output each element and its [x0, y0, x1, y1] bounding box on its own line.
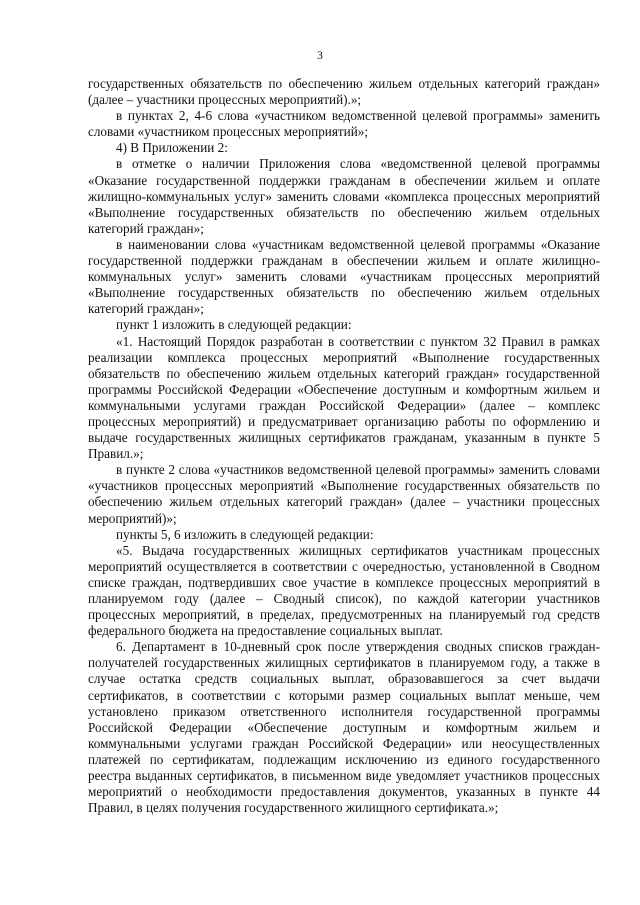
paragraph-appendix-mark: в отметке о наличии Приложения слова «ведомственной целевой программы «Оказание государственной поддержки гражданам в обеспечении жильем и оплате жилищно-коммунальных услуг» заменить словами «комплекса процессных мероприятий «Выполнение государственных обязательств по обеспечению жильем отдельных категорий граждан»; — [88, 156, 600, 236]
paragraph-continuation: государственных обязательств по обеспечению жильем отдельных категорий граждан» (далее – участники процессных мероприятий).»; — [88, 76, 600, 108]
paragraph-appendix-2: 4) В Приложении 2: — [116, 140, 228, 156]
paragraph-point-1-intro: пункт 1 изложить в следующей редакции: — [116, 317, 352, 333]
paragraph-point-2: в пункте 2 слова «участников ведомственной целевой программы» заменить словами «участников процессных мероприятий «Выполнение государственных обязательств по обеспечению жильем отдельных категорий граждан» (далее – участники процессных мероприятий)»; — [88, 462, 600, 526]
paragraph-point-6-text: 6. Департамент в 10-дневный срок после утверждения сводных списков граждан-получателей государственных жилищных сертификатов в планируемом году, а также в случае остатка средств социальных выплат, образовавшегося за счет выдачи сертификатов, в соответствии с которыми размер социальных выплат меньше, чем установлено приказом ответственного исполнителя государственной программы Российской Федерации «Обеспечение доступным и комфортным жильем и коммунальными услугами граждан Российской Федерации» или неосуществленных платежей по сертификатам, подлежащим исключению из единого государственного реестра выданных сертификатов, в письменном виде уведомляет участников процессных мероприятий о необходимости предоставления документов, указанных в пункте 44 Правил, в целях получения государственного жилищного сертификата.»; — [88, 639, 600, 816]
paragraph-title-words: в наименовании слова «участникам ведомственной целевой программы «Оказание государственной поддержки гражданам в обеспечении жильем и оплате жилищно-коммунальных услуг» заменить словами «участникам процессных мероприятий «Выполнение государственных обязательств по обеспечению жильем отдельных категорий граждан»; — [88, 236, 600, 317]
paragraph-point-5-text: «5. Выдача государственных жилищных сертификатов участникам процессных мероприятий осуществляется в соответствии с очередностью, установленной в Сводном списке граждан, подтвердивших свое участие в комплексе процессных мероприятий в планируемом году (далее – Сводный список), по каждой категории участников процессных мероприятий, в пределах, предусмотренных на планируемый год средств федерального бюджета на предоставление социальных выплат. — [88, 542, 600, 639]
paragraph-points-5-6-intro: пункты 5, 6 изложить в следующей редакции: — [116, 526, 374, 542]
document-body — [88, 76, 600, 816]
paragraph-point-1-text: «1. Настоящий Порядок разработан в соответствии с пунктом 32 Правил в рамках реализации комплекса процессных мероприятий «Выполнение государственных обязательств по обеспечению жильем отдельных категорий граждан» государственной программы Российской Федерации «Обеспечение доступным и комфортным жильем и коммунальными услугами граждан Российской Федерации» (далее – комплекс процессных мероприятий) и предусматривает организацию работы по оформлению и выдаче государственных жилищных сертификатов гражданам, указанным в пункте 5 Правил.»; — [88, 333, 600, 462]
page-number: 3 — [317, 50, 323, 62]
paragraph-points-2-4-6: в пунктах 2, 4-6 слова «участником ведомственной целевой программы» заменить словами «участником процессных мероприятий»; — [88, 108, 600, 140]
